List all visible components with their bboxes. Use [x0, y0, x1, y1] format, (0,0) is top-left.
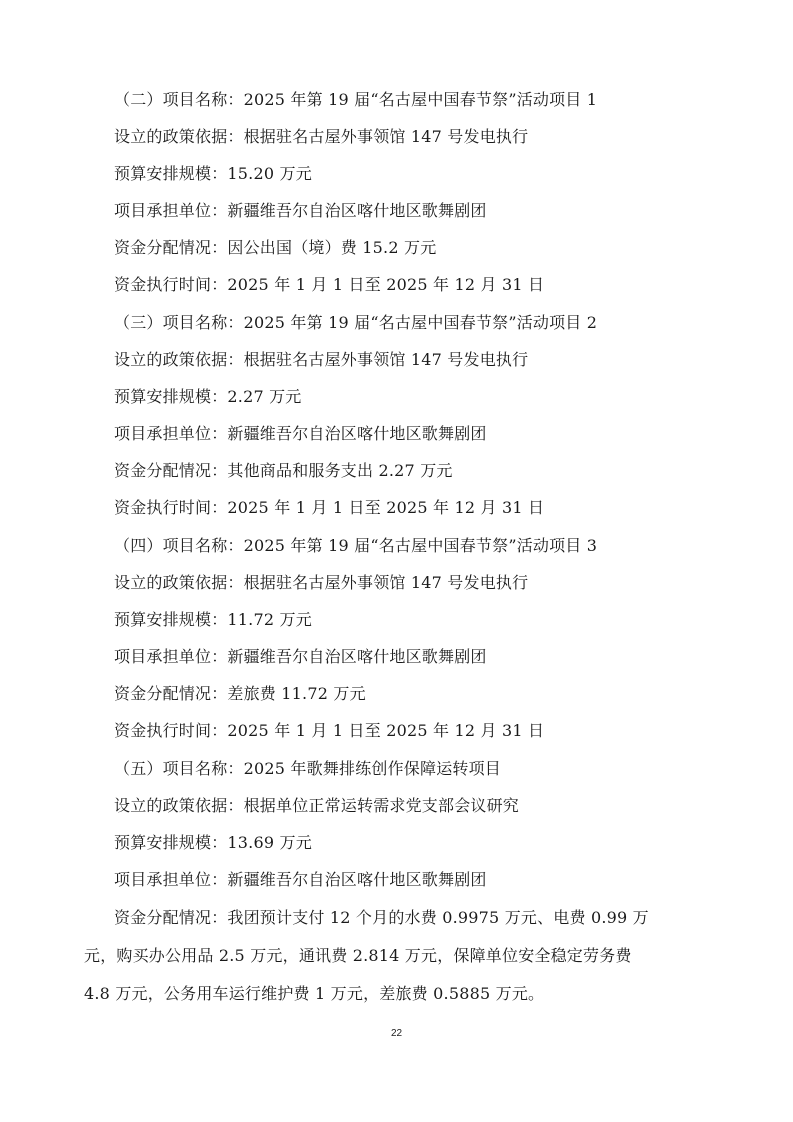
section-4-budget-scale: 预算安排规模：11.72 万元 [114, 610, 312, 629]
section-2-policy-basis: 设立的政策依据：根据驻名古屋外事领馆 147 号发电执行 [114, 127, 529, 146]
section-5-policy-basis: 设立的政策依据：根据单位正常运转需求党支部会议研究 [114, 796, 520, 815]
section-4-responsible-unit: 项目承担单位：新疆维吾尔自治区喀什地区歌舞剧团 [114, 647, 487, 666]
section-2-project-name: （二）项目名称：2025 年第 19 届“名古屋中国春节祭”活动项目 1 [114, 90, 598, 109]
section-3-budget-scale: 预算安排规模：2.27 万元 [114, 387, 302, 406]
section-2-responsible-unit: 项目承担单位：新疆维吾尔自治区喀什地区歌舞剧团 [114, 201, 487, 220]
section-3-responsible-unit: 项目承担单位：新疆维吾尔自治区喀什地区歌舞剧团 [114, 424, 487, 443]
section-3-policy-basis: 设立的政策依据：根据驻名古屋外事领馆 147 号发电执行 [114, 350, 529, 369]
section-2-budget-scale: 预算安排规模：15.20 万元 [114, 164, 312, 183]
section-5-project-name: （五）项目名称：2025 年歌舞排练创作保障运转项目 [114, 759, 502, 778]
section-5-budget-scale: 预算安排规模：13.69 万元 [114, 833, 312, 852]
section-3-fund-allocation: 资金分配情况：其他商品和服务支出 2.27 万元 [114, 461, 453, 480]
section-3-execution-period: 资金执行时间：2025 年 1 月 1 日至 2025 年 12 月 31 日 [114, 498, 545, 517]
section-4-project-name: （四）项目名称：2025 年第 19 届“名古屋中国春节祭”活动项目 3 [114, 536, 598, 555]
section-5-fund-allocation-cont-2: 4.8 万元，公务用车运行维护费 1 万元，差旅费 0.5885 万元。 [84, 984, 545, 1003]
section-3-project-name: （三）项目名称：2025 年第 19 届“名古屋中国春节祭”活动项目 2 [114, 313, 598, 332]
page-number: 22 [390, 1028, 403, 1039]
section-5-fund-allocation-cont-1: 元，购买办公用品 2.5 万元，通讯费 2.814 万元，保障单位安全稳定劳务费 [84, 946, 632, 965]
section-2-fund-allocation: 资金分配情况：因公出国（境）费 15.2 万元 [114, 238, 437, 257]
section-5-responsible-unit: 项目承担单位：新疆维吾尔自治区喀什地区歌舞剧团 [114, 870, 487, 889]
section-5-fund-allocation: 资金分配情况：我团预计支付 12 个月的水费 0.9975 万元、电费 0.99 万 [114, 908, 649, 927]
section-4-execution-period: 资金执行时间：2025 年 1 月 1 日至 2025 年 12 月 31 日 [114, 721, 545, 740]
section-2-execution-period: 资金执行时间：2025 年 1 月 1 日至 2025 年 12 月 31 日 [114, 275, 545, 294]
section-4-fund-allocation: 资金分配情况：差旅费 11.72 万元 [114, 684, 366, 703]
section-4-policy-basis: 设立的政策依据：根据驻名古屋外事领馆 147 号发电执行 [114, 573, 529, 592]
